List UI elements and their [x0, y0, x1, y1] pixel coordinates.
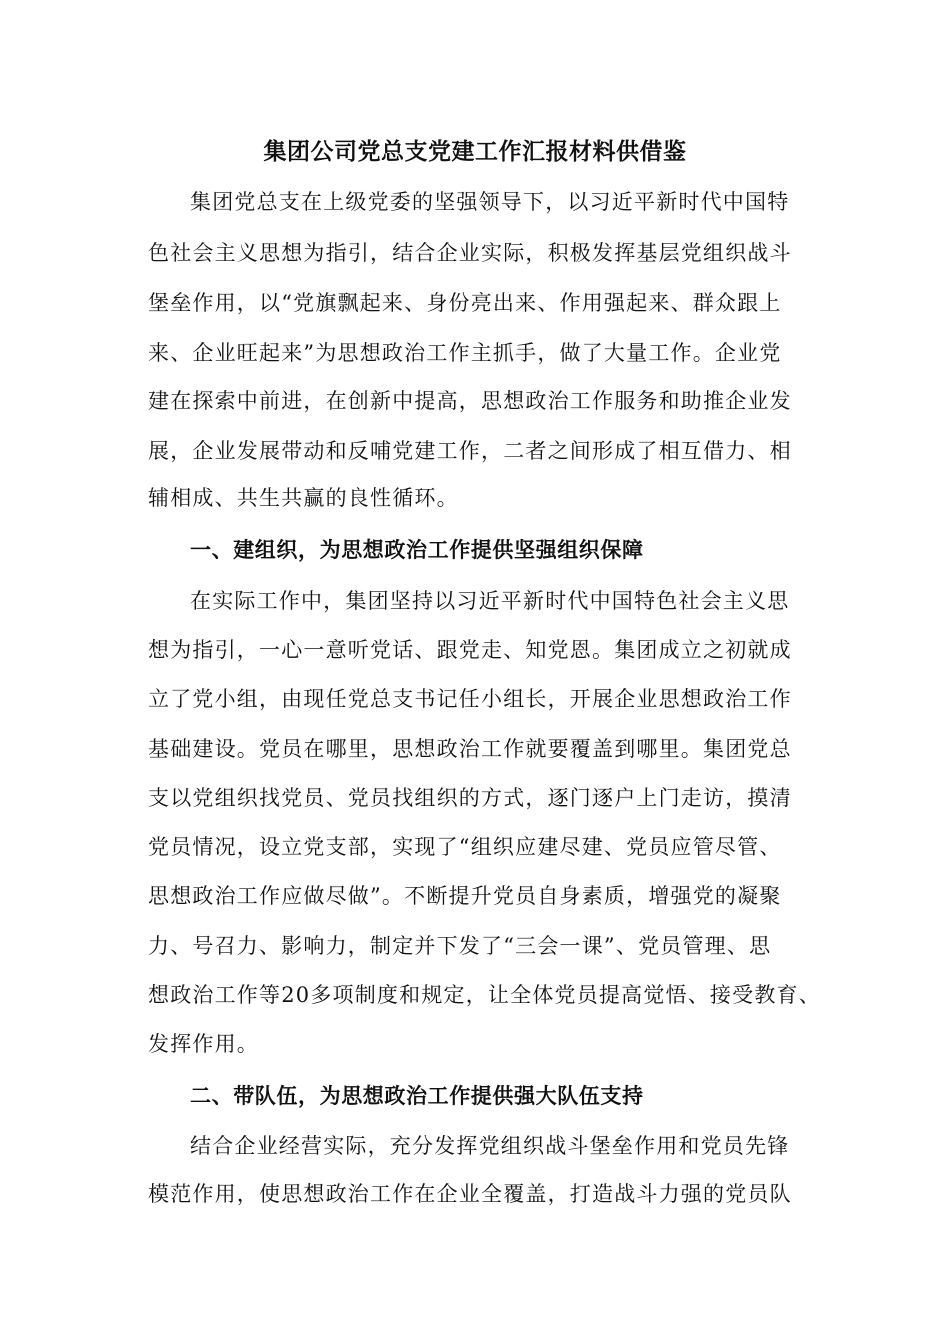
intro-line-4: 来、企业旺起来”为思想政治工作主抓手，做了大量工作。企业党 [148, 341, 782, 365]
section-2-heading: 二、带队伍，为思想政治工作提供强大队伍支持 [190, 1083, 644, 1108]
section-1-line-4: 基础建设。党员在哪里，思想政治工作就要覆盖到哪里。集团党总 [148, 737, 792, 761]
section-1-line-7: 思想政治工作应做尽做”。不断提升党员自身素质，增强党的凝聚 [148, 884, 782, 908]
section-1-line-8: 力、号召力、影响力，制定并下发了“三会一课”、党员管理、思 [148, 934, 772, 958]
intro-line-6: 展，企业发展带动和反哺党建工作，二者之间形成了相互借力、相 [148, 439, 792, 463]
section-2-line-1: 结合企业经营实际，充分发挥党组织战斗堡垒作用和党员先锋 [190, 1134, 790, 1158]
section-1-line-6: 党员情况，设立党支部，实现了“组织应建尽建、党员应管尽管、 [148, 835, 782, 859]
section-1-line-2: 想为指引，一心一意听党话、跟党走、知党恩。集团成立之初就成 [148, 638, 792, 662]
document-title: 集团公司党总支党建工作汇报材料供借鉴 [263, 138, 687, 165]
section-2-line-2: 模范作用，使思想政治工作在企业全覆盖，打造战斗力强的党员队 [148, 1182, 792, 1206]
intro-line-3: 堡垒作用，以“党旗飘起来、身份亮出来、作用强起来、群众跟上 [148, 291, 782, 315]
section-1-line-3: 立了党小组，由现任党总支书记任小组长，开展企业思想政治工作 [148, 687, 792, 711]
intro-line-7: 辅相成、共生共赢的良性循环。 [148, 486, 459, 510]
section-1-line-1: 在实际工作中，集团坚持以习近平新时代中国特色社会主义思 [190, 589, 790, 613]
section-1-line-5: 支以党组织找党员、党员找组织的方式，逐门逐户上门走访，摸清 [148, 786, 792, 810]
intro-line-1: 集团党总支在上级党委的坚强领导下，以习近平新时代中国特 [190, 190, 790, 214]
intro-line-5: 建在探索中前进，在创新中提高，思想政治工作服务和助推企业发 [148, 389, 792, 413]
section-1-line-10: 发挥作用。 [148, 1032, 259, 1056]
section-1-line-9: 想政治工作等20多项制度和规定，让全体党员提高觉悟、接受教育、 [148, 983, 821, 1007]
section-1-heading: 一、建组织，为思想政治工作提供坚强组织保障 [190, 537, 644, 562]
intro-line-2: 色社会主义思想为指引，结合企业实际，积极发挥基层党组织战斗 [148, 241, 792, 265]
